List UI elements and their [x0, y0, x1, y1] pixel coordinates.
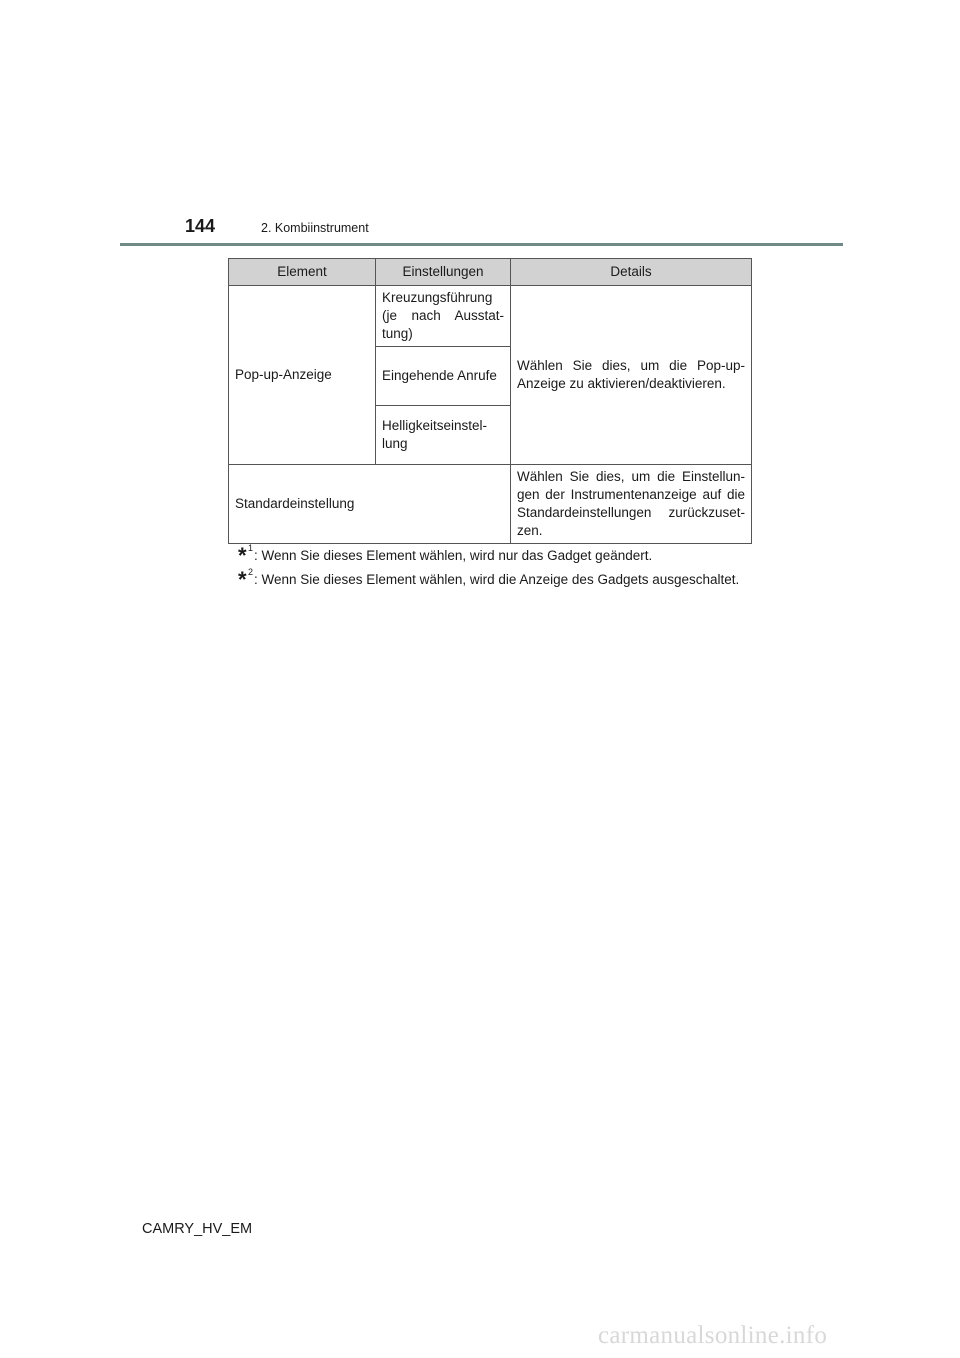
- table-row: [229, 286, 752, 347]
- table-row: [229, 465, 752, 544]
- table-cell-setting: Kreuzungsführung (je nach Ausstat-tung): [376, 286, 511, 347]
- footnote-number: 1: [248, 543, 254, 553]
- column-header-settings: Einstellungen: [376, 259, 511, 286]
- table-cell-details: Wählen Sie dies, um die Pop-up-Anzeige zu aktivieren/deaktivieren.: [511, 286, 752, 465]
- table-cell-details: Wählen Sie dies, um die Einstellun-gen der Instrumentenanzeige auf die Standardeinstellungen zurückzuset-zen.: [511, 465, 752, 544]
- footnote-text: : Wenn Sie dieses Element wählen, wird die Anzeige des Gadgets ausgeschaltet.: [254, 572, 740, 587]
- footnote-text: : Wenn Sie dieses Element wählen, wird nur das Gadget geändert.: [254, 548, 653, 563]
- table-cell-setting: Eingehende Anrufe: [376, 347, 511, 406]
- header-divider: [120, 243, 843, 246]
- section-title: 2. Kombiinstrument: [261, 221, 369, 235]
- settings-table: [228, 258, 752, 544]
- table-cell-element: Standardeinstellung: [229, 465, 511, 544]
- document-code: CAMRY_HV_EM: [142, 1221, 253, 1237]
- footnote-marker: *: [238, 567, 247, 592]
- watermark: carmanualsonline.info: [598, 1322, 828, 1349]
- footnote-number: 2: [248, 567, 254, 577]
- column-header-element: Element: [229, 259, 376, 286]
- table-header-row: [229, 259, 752, 286]
- page-number: 144: [185, 216, 216, 236]
- column-header-details: Details: [511, 259, 752, 286]
- table-cell-element: Pop-up-Anzeige: [229, 286, 376, 465]
- table-cell-setting: Helligkeitseinstel-lung: [376, 406, 511, 465]
- footnote-marker: *: [238, 543, 247, 568]
